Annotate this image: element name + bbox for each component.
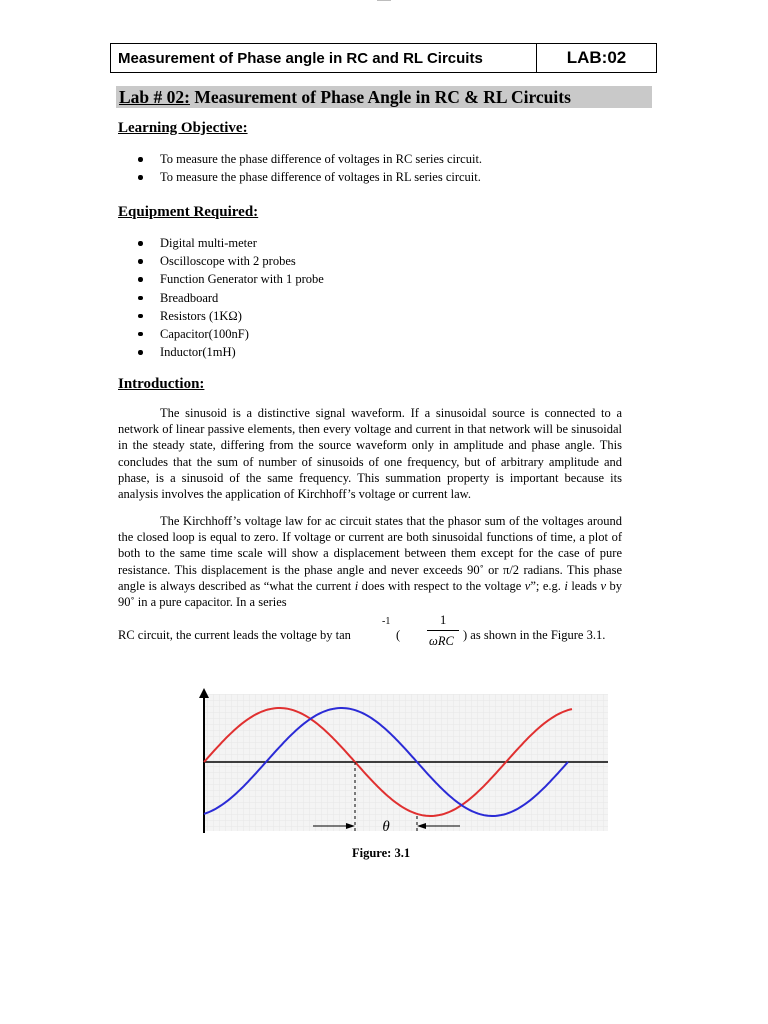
symbol-i: i xyxy=(354,578,359,593)
page-top-mark xyxy=(377,0,391,1)
paragraph-2-text: by 90˚ in a pure capacitor. In a series xyxy=(118,578,622,610)
equipment-list xyxy=(118,234,324,361)
phase-waveform-figure xyxy=(195,688,615,838)
equipment-heading: Equipment Required: xyxy=(118,204,259,220)
introduction-paragraph-1 xyxy=(118,405,622,502)
paragraph-1-text: The sinusoid is a distinctive signal waveform. If a sinusoidal source is connected to a network of linear passive elements, then every voltage and current in that network will be sinusoidal in the steady state, differing from the source waveform only in amplitude and phase angle. This concludes that the sum of number of sinusoids of one frequency, but of arbitrary amplitude and phase, is a sinusoid of the same frequency. This summation property is important because its analysis involves the application of Kirchhoff’s voltage or current law. xyxy=(118,406,622,502)
y-axis-arrow xyxy=(199,688,209,698)
formula-superscript: -1 xyxy=(382,616,391,627)
list-item: Oscilloscope with 2 probes xyxy=(118,252,324,270)
header-title: Measurement of Phase angle in RC and RL Circuits xyxy=(111,44,537,72)
paragraph-2-text: does with respect to the voltage xyxy=(358,578,525,593)
symbol-v: v xyxy=(524,578,531,593)
lab-heading xyxy=(116,86,652,108)
lab-heading-prefix: Lab # 02: xyxy=(119,87,190,107)
figure-caption: Figure: 3.1 xyxy=(352,846,411,860)
paragraph-2-text: leads xyxy=(567,578,601,593)
formula-numerator: 1 xyxy=(440,613,447,627)
introduction-heading: Introduction: xyxy=(118,376,205,392)
lab-heading-title: Measurement of Phase Angle in RC & RL Circuits xyxy=(189,87,571,107)
list-item: To measure the phase difference of voltages in RC series circuit. xyxy=(118,150,482,168)
list-item: Inductor(1mH) xyxy=(118,343,324,361)
paragraph-2-text: ”; e.g. xyxy=(530,578,565,593)
header-lab-number: LAB:02 xyxy=(566,48,627,67)
symbol-i: i xyxy=(564,578,568,593)
introduction-paragraph-2 xyxy=(118,513,622,610)
list-item: Capacitor(100nF) xyxy=(118,325,324,343)
list-item: To measure the phase difference of voltages in RL series circuit. xyxy=(118,168,482,186)
formula-open-paren: ( xyxy=(396,628,401,642)
symbol-v: v xyxy=(600,578,607,593)
learning-objective-list xyxy=(118,150,482,186)
paragraph-2-text: The Kirchhoff’s voltage law for ac circuit states that the phasor sum of the voltages around the closed loop is equal to zero. If voltage or current are both sinusoidal functions of time, a plot of both to the same time scale will show a displacement between them except for the case of pure resistance. This displacement is the phase angle and never exceeds 90˚ or π/2 radians. This phase angle is always described as “what the current xyxy=(118,514,622,593)
learning-objective-heading: Learning Objective: xyxy=(118,120,248,136)
page-header xyxy=(110,43,657,73)
list-item: Digital multi-meter xyxy=(118,234,324,252)
phase-formula-line xyxy=(118,614,638,654)
list-item: Resistors (1KΩ) xyxy=(118,307,324,325)
formula-lead-text: RC circuit, the current leads the voltage by tan xyxy=(118,628,351,642)
formula-tail-text: ) as shown in the Figure 3.1. xyxy=(463,628,606,642)
theta-label: θ xyxy=(382,819,390,835)
list-item: Function Generator with 1 probe xyxy=(118,270,324,288)
fraction-bar xyxy=(427,630,459,631)
formula-denominator: ωRC xyxy=(429,634,454,648)
list-item: Breadboard xyxy=(118,289,324,307)
